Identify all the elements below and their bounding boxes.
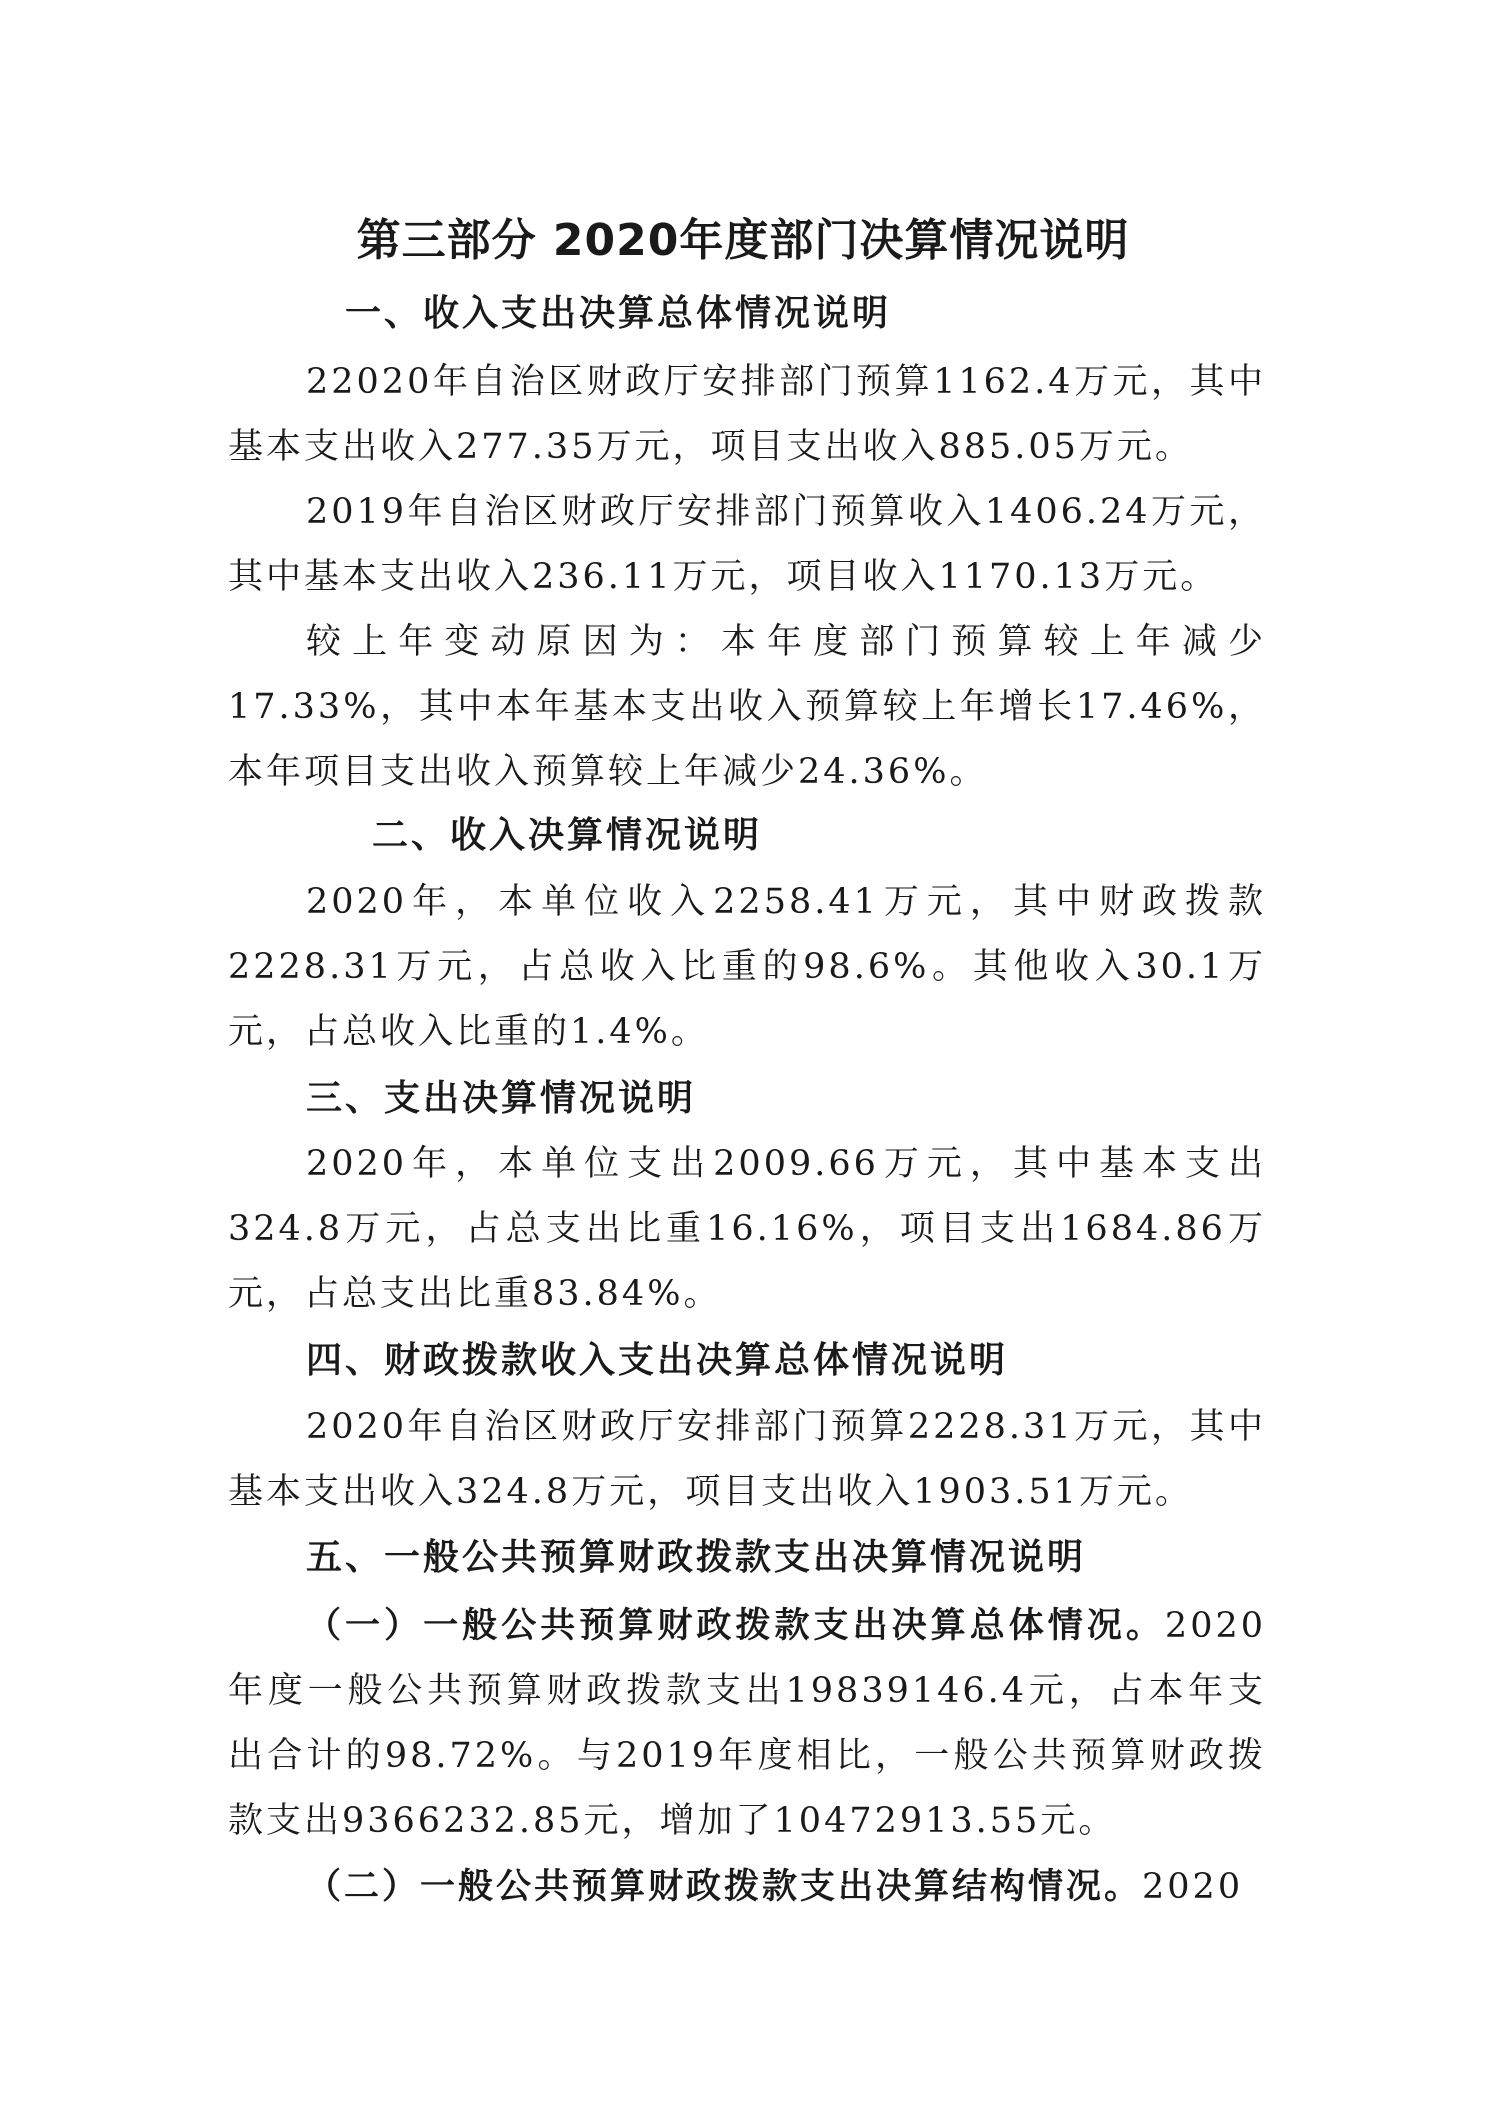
subsection-1-body: 2020年度一般公共预算财政拨款支出19839146.4元，占本年支出合计的98.72%。与2019年度相比，一般公共预算财政拨款支出9366232.85元，增加了10472913.55元。 [228,1606,1266,1841]
section-4-paragraph-1: 2020年自治区财政厅安排部门预算2228.31万元，其中基本支出收入324.8万元，项目支出收入1903.51万元。 [228,1407,1266,1512]
section-heading-5: 五、一般公共预算财政拨款支出决算情况说明 [306,1537,1087,1578]
section-2-paragraph-1: 2020年，本单位收入2258.41万元，其中财政拨款2228.31万元，占总收入比重的98.6%。其他收入30.1万元，占总收入比重的1.4%。 [228,882,1266,1052]
section-3-paragraph-1: 2020年，本单位支出2009.66万元，其中基本支出324.8万元，占总支出比重16.16%，项目支出1684.86万元，占总支出比重83.84%。 [228,1144,1266,1314]
section-heading-2: 二、收入决算情况说明 [372,815,763,856]
section-5-subsection-2 [228,1855,1266,1920]
section-1-paragraph-3: 较上年变动原因为：本年度部门预算较上年减少17.33%，其中本年基本支出收入预算较上年增长17.46%，本年项目支出收入预算较上年减少24.36%。 [228,622,1266,792]
subsection-2-body: 2020 [1142,1867,1244,1907]
section-1-paragraph-1: 22020年自治区财政厅安排部门预算1162.4万元，其中基本支出收入277.35万元，项目支出收入885.05万元。 [228,362,1266,467]
section-heading-3: 三、支出决算情况说明 [306,1078,697,1119]
section-heading-1: 一、收入支出决算总体情况说明 [345,293,892,334]
subsection-2-lead: （二）一般公共预算财政拨款支出决算结构情况。 [306,1867,1143,1907]
subsection-1-lead: （一）一般公共预算财政拨款支出决算总体情况。 [306,1606,1165,1646]
page-title: 第三部分 2020年度部门决算情况说明 [356,215,1130,266]
section-1-paragraph-2: 2019年自治区财政厅安排部门预算收入1406.24万元，其中基本支出收入236.11万元，项目收入1170.13万元。 [228,492,1266,597]
section-heading-4: 四、财政拨款收入支出决算总体情况说明 [306,1340,1009,1381]
section-5-subsection-1 [228,1594,1266,1854]
